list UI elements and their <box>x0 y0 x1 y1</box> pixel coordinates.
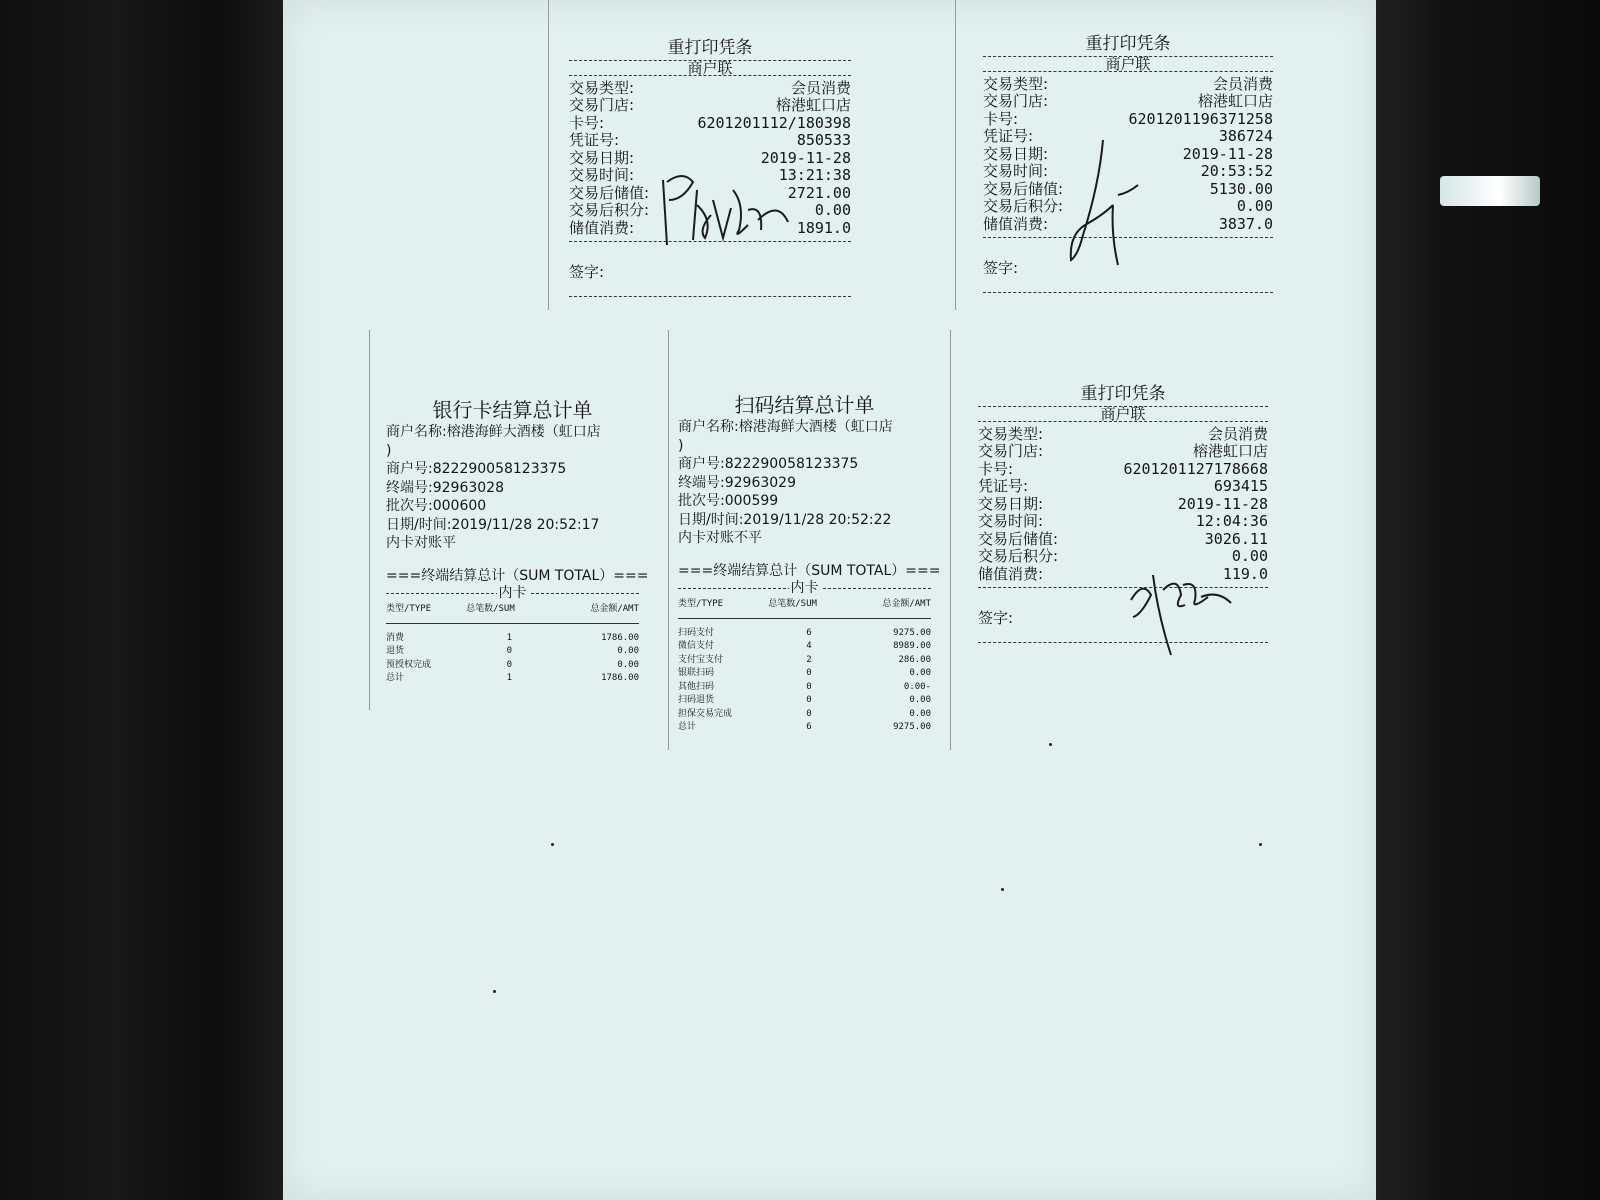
field-label: 交易日期: <box>569 148 635 167</box>
subsection-label: 内卡 <box>498 585 527 601</box>
field-label: 卡号: <box>978 459 1014 478</box>
paper-speck <box>493 990 496 993</box>
batch-number: 批次号:000599 <box>678 493 779 509</box>
field-value: 3026.11 <box>1204 529 1268 548</box>
field-label: 交易后储值: <box>569 183 650 202</box>
field-value: 6201201112/180398 <box>697 113 851 132</box>
field-value: 850533 <box>796 131 851 149</box>
receipt-field <box>978 426 1268 444</box>
field-value: 榕港虹口店 <box>775 96 851 114</box>
bank-card-settlement-slip <box>386 397 649 686</box>
row-amount: 0.00 <box>909 668 931 678</box>
field-value: 1891.0 <box>796 218 851 237</box>
column-header-amount: 总金额/AMT <box>553 601 639 623</box>
background-light-strip <box>1440 176 1540 206</box>
row-count: 0 <box>806 708 812 719</box>
sum-total-heading: ===终端结算总计（SUM TOTAL）=== <box>386 567 649 584</box>
row-type: 担保交易完成 <box>678 708 733 719</box>
field-label: 交易后储值: <box>983 179 1064 198</box>
receipt-copy-label: 商户联 <box>569 60 851 76</box>
row-count: 0 <box>806 695 812 705</box>
field-value: 0.00 <box>1231 547 1268 565</box>
row-type: 扫码退货 <box>678 695 715 705</box>
field-value: 6201201127178668 <box>1123 459 1268 478</box>
settlement-datetime: 日期/时间:2019/11/28 20:52:17 <box>386 516 600 533</box>
field-label: 交易时间: <box>983 162 1049 180</box>
row-amount: 1786.00 <box>601 632 639 643</box>
settlement-title: 银行卡结算总计单 <box>432 398 593 422</box>
row-amount: 1786.00 <box>601 673 639 683</box>
row-type: 微信支付 <box>678 641 715 651</box>
field-value: 会员消费 <box>1207 424 1268 443</box>
signature-label: 签字: <box>978 609 1014 627</box>
table-header-row <box>678 596 931 618</box>
field-value: 693415 <box>1213 477 1268 495</box>
row-type: 预授权完成 <box>386 659 432 670</box>
receipt-title: 重打印凭条 <box>1085 34 1171 54</box>
settlement-table <box>678 596 931 735</box>
receipt-field <box>569 97 851 115</box>
receipt-field <box>978 478 1268 496</box>
slip-edge <box>955 0 956 310</box>
paper-speck <box>1049 743 1052 746</box>
paper-speck <box>1259 843 1262 846</box>
handwritten-signature-3 <box>1123 555 1243 665</box>
merchant-name: 商户名称:榕港海鲜大酒楼（虹口店 <box>678 419 893 435</box>
table-header-row <box>386 601 639 623</box>
field-value: 3837.0 <box>1218 214 1273 233</box>
slip-edge <box>548 0 549 310</box>
field-value: 2019-11-28 <box>1177 494 1268 513</box>
subsection-heading <box>386 585 639 601</box>
signature-line <box>983 292 1273 293</box>
field-value: 119.0 <box>1222 564 1268 583</box>
row-count: 0 <box>806 668 812 678</box>
table-row <box>386 645 639 659</box>
subsection-label: 内卡 <box>790 580 819 596</box>
field-label: 储值消费: <box>983 214 1049 233</box>
field-label: 凭证号: <box>983 127 1034 145</box>
field-value: 2721.00 <box>787 183 851 202</box>
row-type: 总计 <box>678 722 697 732</box>
receipt-field <box>978 496 1268 514</box>
merchant-number: 商户号:822290058123375 <box>678 456 859 472</box>
row-count: 6 <box>806 722 812 732</box>
slip-edge <box>668 330 669 750</box>
table-row <box>386 659 639 673</box>
field-value: 2019-11-28 <box>760 148 851 167</box>
field-label: 交易时间: <box>569 166 635 184</box>
sum-total-heading: ===终端结算总计（SUM TOTAL）=== <box>678 562 941 579</box>
field-label: 交易日期: <box>978 494 1044 513</box>
field-value: 386724 <box>1218 127 1273 145</box>
row-type: 支付宝支付 <box>678 654 724 665</box>
terminal-number: 终端号:92963028 <box>386 479 504 496</box>
row-count: 2 <box>806 654 812 665</box>
receipt-field <box>978 531 1268 549</box>
table-row <box>678 708 931 722</box>
field-label: 交易门店: <box>983 92 1049 110</box>
handwritten-signature-2 <box>1033 135 1153 275</box>
table-row <box>678 640 931 654</box>
slip-edge <box>369 330 370 710</box>
table-row <box>678 667 931 681</box>
row-amount: 286.00 <box>898 654 931 665</box>
subsection-heading <box>678 580 931 596</box>
receipt-field <box>569 132 851 150</box>
column-header-type: 类型/TYPE <box>386 601 466 623</box>
field-label: 凭证号: <box>569 131 620 149</box>
merchant-name-continued: ) <box>678 437 684 454</box>
row-amount: 9275.00 <box>893 722 931 732</box>
row-type: 扫码支付 <box>678 627 715 638</box>
field-value: 12:04:36 <box>1195 512 1268 530</box>
paper-speck <box>1001 888 1004 891</box>
signature-label: 签字: <box>983 259 1019 277</box>
receipt-field <box>978 461 1268 479</box>
field-label: 交易类型: <box>978 424 1044 443</box>
settlement-datetime: 日期/时间:2019/11/28 20:52:22 <box>678 511 892 528</box>
field-label: 交易时间: <box>978 512 1044 530</box>
row-amount: 0.00 <box>617 646 639 656</box>
table-row <box>678 721 931 735</box>
signature-label: 签字: <box>569 263 605 281</box>
background-left <box>0 0 285 1200</box>
handwritten-signature-1 <box>653 160 853 260</box>
receipt-copy-label: 商户联 <box>983 56 1273 72</box>
field-value: 0.00 <box>1236 197 1273 215</box>
row-count: 1 <box>506 632 513 643</box>
receipt-field <box>983 111 1273 129</box>
field-value: 榕港虹口店 <box>1197 92 1273 110</box>
merchant-name-continued: ) <box>386 442 392 459</box>
field-label: 凭证号: <box>978 477 1029 495</box>
row-count: 0 <box>806 681 812 692</box>
field-value: 榕港虹口店 <box>1192 442 1268 460</box>
receipt-field <box>983 76 1273 94</box>
table-row <box>386 672 639 686</box>
merchant-name: 商户名称:榕港海鲜大酒楼（虹口店 <box>386 424 601 440</box>
slip-edge <box>950 330 951 750</box>
table-row <box>386 623 639 645</box>
receipt-title: 重打印凭条 <box>667 38 753 58</box>
field-value: 6201201196371258 <box>1128 109 1273 128</box>
row-amount: 9275.00 <box>893 627 931 638</box>
row-type: 银联扫码 <box>678 668 715 678</box>
settlement-table <box>386 601 639 686</box>
column-header-count: 总笔数/SUM <box>768 596 849 618</box>
field-label: 交易类型: <box>569 78 635 97</box>
table-row <box>678 681 931 695</box>
terminal-number: 终端号:92963029 <box>678 474 796 491</box>
row-count: 4 <box>806 641 812 651</box>
field-label: 交易后积分: <box>978 547 1059 565</box>
row-count: 6 <box>806 627 812 638</box>
reconciliation-status: 内卡对账平 <box>386 535 456 551</box>
batch-number: 批次号:000600 <box>386 498 487 514</box>
field-label: 交易门店: <box>569 96 635 114</box>
field-label: 卡号: <box>983 109 1019 128</box>
field-label: 交易门店: <box>978 442 1044 460</box>
field-label: 储值消费: <box>569 218 635 237</box>
field-label: 交易后积分: <box>569 201 650 219</box>
field-value: 20:53:52 <box>1200 162 1273 180</box>
receipt-copy-label: 商户联 <box>978 406 1268 422</box>
table-row <box>678 694 931 708</box>
paper-speck <box>551 843 554 846</box>
field-value: 0.00 <box>814 201 851 219</box>
row-type: 总计 <box>386 673 405 683</box>
row-count: 1 <box>506 673 513 683</box>
row-amount: 0.00 <box>909 708 931 719</box>
row-amount: 8989.00 <box>893 641 931 651</box>
field-label: 交易后储值: <box>978 529 1059 548</box>
field-value: 会员消费 <box>790 78 851 97</box>
row-amount: 0.00- <box>903 681 931 692</box>
field-value: 会员消费 <box>1212 74 1273 93</box>
field-value: 2019-11-28 <box>1182 144 1273 163</box>
field-label: 交易后积分: <box>983 197 1064 215</box>
field-value: 13:21:38 <box>778 166 851 184</box>
receipt-field <box>978 513 1268 531</box>
row-count: 0 <box>506 646 513 656</box>
row-amount: 0.00 <box>909 695 931 705</box>
receipt-field <box>569 115 851 133</box>
receipt-title: 重打印凭条 <box>1080 384 1166 404</box>
field-label: 卡号: <box>569 113 605 132</box>
column-header-amount: 总金额/AMT <box>850 596 931 618</box>
row-type: 退货 <box>386 646 405 656</box>
field-label: 交易日期: <box>983 144 1049 163</box>
column-header-count: 总笔数/SUM <box>466 601 552 623</box>
settlement-title: 扫码结算总计单 <box>734 393 875 417</box>
receipt-field <box>978 443 1268 461</box>
scanned-paper-sheet <box>283 0 1376 1200</box>
row-count: 0 <box>506 659 513 670</box>
row-type: 消费 <box>386 632 405 643</box>
column-header-type: 类型/TYPE <box>678 596 768 618</box>
table-row <box>678 618 931 640</box>
field-label: 储值消费: <box>978 564 1044 583</box>
merchant-number: 商户号:822290058123375 <box>386 461 567 477</box>
row-type: 其他扫码 <box>678 681 715 692</box>
qr-settlement-slip <box>678 392 941 735</box>
signature-line <box>569 296 851 297</box>
reconciliation-status: 内卡对账不平 <box>678 530 762 546</box>
receipt-field <box>569 80 851 98</box>
table-row <box>678 654 931 668</box>
field-label: 交易类型: <box>983 74 1049 93</box>
field-value: 5130.00 <box>1209 179 1273 198</box>
receipt-field <box>983 93 1273 111</box>
row-amount: 0.00 <box>617 659 639 670</box>
